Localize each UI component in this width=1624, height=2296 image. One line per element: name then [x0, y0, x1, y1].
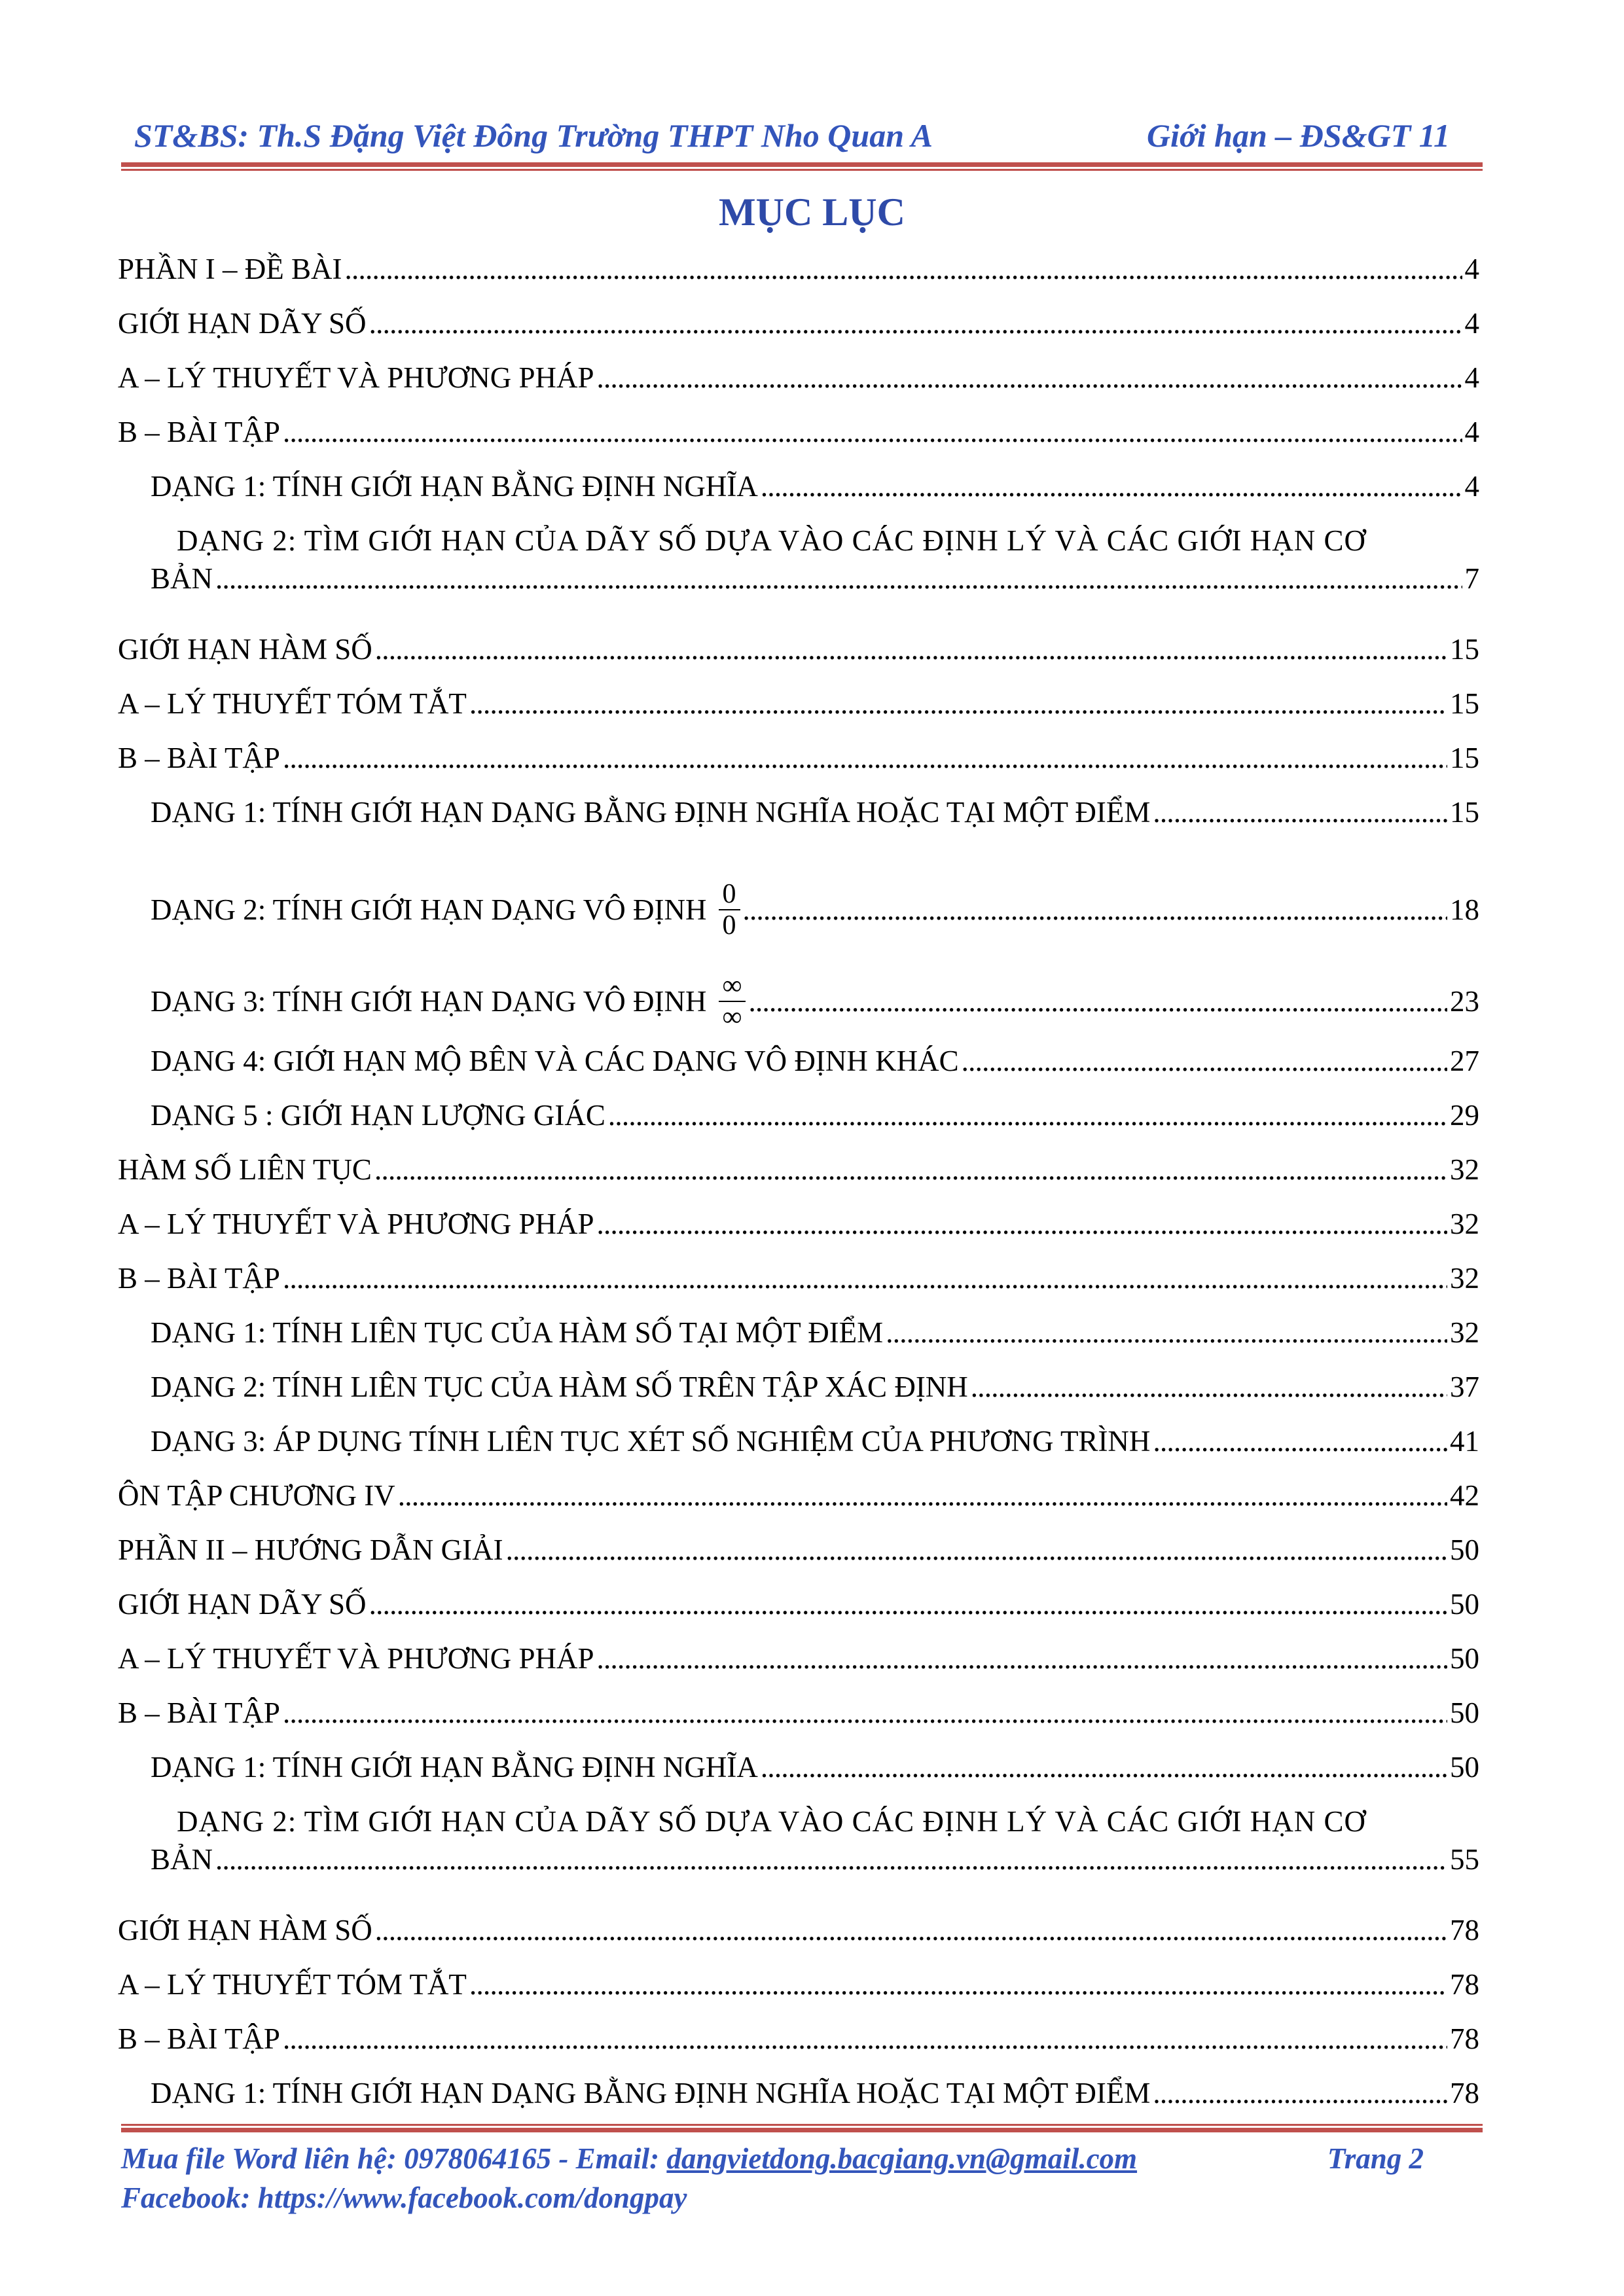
toc-label: DẠNG 1: TÍNH GIỚI HẠN DẠNG BẰNG ĐỊNH NGHĨA HOẶC TẠI MỘT ĐIỂM — [151, 796, 1151, 829]
toc-leader — [283, 2022, 1447, 2056]
toc-page: 78 — [1450, 1968, 1479, 2001]
toc-leader — [215, 1842, 1447, 1876]
toc-label: A – LÝ THUYẾT VÀ PHƯƠNG PHÁP — [118, 1642, 594, 1675]
toc-label: A – LÝ THUYẾT VÀ PHƯƠNG PHÁP — [118, 1208, 594, 1240]
toc-label: GIỚI HẠN DÃY SỐ — [118, 307, 367, 340]
toc-entry[interactable] — [118, 1424, 1479, 1479]
toc-entry[interactable] — [118, 632, 1479, 687]
toc-label: DẠNG 3: TÍNH GIỚI HẠN DẠNG VÔ ĐỊNH — [151, 985, 707, 1018]
footer-rule — [121, 2128, 1483, 2132]
toc-leader — [761, 469, 1462, 503]
toc-label: HÀM SỐ LIÊN TỤC — [118, 1153, 372, 1186]
toc-label: A – LÝ THUYẾT TÓM TẮT — [118, 1968, 467, 2001]
toc-entry-wrapped[interactable] — [118, 1804, 1479, 1913]
toc-page: 18 — [1450, 893, 1479, 926]
toc-leader — [369, 1587, 1447, 1621]
toc-label: B – BÀI TẬP — [118, 1696, 280, 1729]
toc-entry[interactable] — [118, 1153, 1479, 1207]
fraction-numerator: 0 — [719, 879, 740, 910]
toc-page: 7 — [1464, 562, 1479, 595]
toc-label-line1-row — [118, 524, 1479, 562]
toc-label: B – BÀI TẬP — [118, 742, 280, 774]
toc-entry[interactable] — [118, 1696, 1479, 1750]
toc-label-line1-row — [118, 1804, 1479, 1842]
toc-label: DẠNG 2: TÍNH LIÊN TỤC CỦA HÀM SỐ TRÊN TẬP XÁC ĐỊNH — [151, 1371, 968, 1403]
toc-label: GIỚI HẠN HÀM SỐ — [118, 633, 372, 666]
toc-page: 78 — [1450, 2077, 1479, 2109]
toc-entry[interactable] — [118, 741, 1479, 795]
toc-leader — [375, 1913, 1447, 1947]
toc-label-line2: BẢN — [151, 562, 213, 595]
footer-contact-line — [121, 2139, 1483, 2178]
toc-entry[interactable] — [118, 1587, 1479, 1641]
toc-entry[interactable] — [118, 1750, 1479, 1804]
toc-label: A – LÝ THUYẾT VÀ PHƯƠNG PHÁP — [118, 361, 594, 394]
toc-leader — [398, 1479, 1447, 1513]
toc-label: DẠNG 1: TÍNH GIỚI HẠN DẠNG BẰNG ĐỊNH NGHĨA HOẶC TẠI MỘT ĐIỂM — [151, 2077, 1151, 2109]
toc-page: 37 — [1450, 1371, 1479, 1403]
toc-entry[interactable] — [118, 1913, 1479, 1967]
toc-page: 15 — [1450, 633, 1479, 666]
toc-entry[interactable] — [118, 795, 1479, 861]
toc-page: 55 — [1450, 1843, 1479, 1876]
toc-entry[interactable] — [118, 1641, 1479, 1696]
toc-page: 50 — [1450, 1588, 1479, 1621]
toc-entry[interactable] — [118, 687, 1479, 741]
toc-page: 50 — [1450, 1642, 1479, 1675]
toc-page: 41 — [1450, 1425, 1479, 1458]
page-number: Trang 2 — [1327, 2142, 1424, 2175]
fraction-numerator: ∞ — [719, 971, 746, 1002]
toc-entry[interactable] — [118, 1098, 1479, 1153]
toc-page: 4 — [1464, 416, 1479, 448]
header-rule — [121, 162, 1483, 167]
toc-leader — [215, 562, 1462, 596]
toc-leader — [962, 1044, 1447, 1078]
toc-leader — [748, 984, 1447, 1018]
toc-leader — [375, 632, 1447, 666]
toc-label: B – BÀI TẬP — [118, 2022, 280, 2055]
toc-entry[interactable] — [118, 1967, 1479, 2022]
toc-label: B – BÀI TẬP — [118, 416, 280, 448]
toc-page: 4 — [1464, 253, 1479, 285]
toc-page: 4 — [1464, 470, 1479, 503]
toc-label: GIỚI HẠN DÃY SỐ — [118, 1588, 367, 1621]
footer-rule-thin — [121, 2124, 1483, 2126]
toc-entry[interactable] — [118, 252, 1479, 306]
toc-leader — [506, 1533, 1447, 1567]
header-subject: Giới hạn – ĐS&GT 11 — [1146, 117, 1450, 154]
toc-page: 27 — [1450, 1045, 1479, 1077]
toc-leader — [597, 1641, 1448, 1676]
toc-label: ÔN TẬP CHƯƠNG IV — [118, 1479, 395, 1512]
toc-page: 78 — [1450, 1914, 1479, 1946]
toc-entry[interactable] — [118, 1207, 1479, 1261]
toc-label: GIỚI HẠN HÀM SỐ — [118, 1914, 372, 1946]
toc-label: DẠNG 3: ÁP DỤNG TÍNH LIÊN TỤC XÉT SỐ NGHIỆM CỦA PHƯƠNG TRÌNH — [151, 1425, 1151, 1458]
toc-label-line2-row — [118, 562, 1479, 616]
toc-page: 23 — [1450, 985, 1479, 1018]
header-author: ST&BS: Th.S Đặng Việt Đông Trường THPT Nho Quan A — [134, 117, 933, 154]
toc-entry[interactable] — [118, 1533, 1479, 1587]
page-header — [121, 111, 1470, 157]
footer-facebook[interactable]: Facebook: https://www.facebook.com/dongpay — [121, 2181, 687, 2214]
toc-label: A – LÝ THUYẾT TÓM TẮT — [118, 687, 467, 720]
fraction — [719, 971, 746, 1032]
toc-entry[interactable] — [118, 1044, 1479, 1098]
toc-entry[interactable] — [118, 1261, 1479, 1316]
toc-page: 15 — [1450, 687, 1479, 720]
toc-page: 32 — [1450, 1316, 1479, 1349]
toc-leader — [374, 1153, 1447, 1187]
toc-leader — [971, 1370, 1447, 1404]
toc-entry[interactable] — [118, 861, 1479, 959]
toc-leader — [1153, 2076, 1447, 2110]
toc-entry[interactable] — [118, 469, 1479, 524]
toc-page: 50 — [1450, 1534, 1479, 1566]
toc-page: 15 — [1450, 796, 1479, 829]
toc-leader — [1153, 1424, 1447, 1458]
toc-label: B – BÀI TẬP — [118, 1262, 280, 1295]
toc-entry[interactable] — [118, 306, 1479, 361]
toc-page: 50 — [1450, 1751, 1479, 1784]
toc-leader — [469, 687, 1447, 721]
toc-leader — [597, 361, 1462, 395]
table-of-contents — [118, 252, 1479, 2130]
toc-leader — [886, 1316, 1447, 1350]
toc-leader — [761, 1750, 1447, 1784]
toc-entry[interactable] — [118, 2076, 1479, 2130]
toc-page: 42 — [1450, 1479, 1479, 1512]
toc-entry[interactable] — [118, 959, 1479, 1044]
fraction — [719, 879, 740, 941]
toc-entry[interactable] — [118, 1370, 1479, 1424]
toc-leader — [345, 252, 1462, 286]
toc-label-line1: DẠNG 2: TÌM GIỚI HẠN CỦA DÃY SỐ DỰA VÀO CÁC ĐỊNH LÝ VÀ CÁC GIỚI HẠN CƠ — [177, 524, 1367, 557]
toc-page: 32 — [1450, 1153, 1479, 1186]
toc-page: 29 — [1450, 1099, 1479, 1132]
toc-label: DẠNG 1: TÍNH GIỚI HẠN BẰNG ĐỊNH NGHĨA — [151, 470, 758, 503]
toc-label: PHẦN I – ĐỀ BÀI — [118, 253, 342, 285]
toc-page: 15 — [1450, 742, 1479, 774]
toc-page: 32 — [1450, 1208, 1479, 1240]
toc-label: DẠNG 4: GIỚI HẠN MỘ BÊN VÀ CÁC DẠNG VÔ ĐỊNH KHÁC — [151, 1045, 959, 1077]
toc-page: 4 — [1464, 307, 1479, 340]
toc-label-line1: DẠNG 2: TÌM GIỚI HẠN CỦA DÃY SỐ DỰA VÀO CÁC ĐỊNH LÝ VÀ CÁC GIỚI HẠN CƠ — [177, 1805, 1367, 1838]
footer-email-link[interactable]: dangvietdong.bacgiang.vn@gmail.com — [666, 2142, 1138, 2175]
toc-leader — [369, 306, 1462, 340]
toc-leader — [608, 1098, 1447, 1132]
toc-page: 32 — [1450, 1262, 1479, 1295]
toc-label-line2: BẢN — [151, 1843, 213, 1876]
toc-entry[interactable] — [118, 1316, 1479, 1370]
toc-leader — [469, 1967, 1447, 2001]
toc-entry[interactable] — [118, 361, 1479, 415]
fraction-denominator: 0 — [722, 910, 736, 941]
page-title: MỤC LỤC — [719, 190, 905, 234]
toc-label-line2-row — [118, 1842, 1479, 1897]
toc-page: 78 — [1450, 2022, 1479, 2055]
toc-page: 50 — [1450, 1696, 1479, 1729]
toc-leader — [1153, 795, 1447, 829]
toc-page: 4 — [1464, 361, 1479, 394]
toc-leader — [597, 1207, 1448, 1241]
page-footer — [121, 2139, 1483, 2217]
fraction-denominator: ∞ — [722, 1002, 742, 1032]
toc-entry-wrapped[interactable] — [118, 524, 1479, 632]
toc-entry[interactable] — [118, 2022, 1479, 2076]
toc-leader — [283, 741, 1447, 775]
toc-label: PHẦN II – HƯỚNG DẪN GIẢI — [118, 1534, 503, 1566]
toc-label: DẠNG 2: TÍNH GIỚI HẠN DẠNG VÔ ĐỊNH — [151, 893, 707, 926]
toc-label: DẠNG 1: TÍNH LIÊN TỤC CỦA HÀM SỐ TẠI MỘT ĐIỂM — [151, 1316, 884, 1349]
toc-leader — [283, 1261, 1447, 1295]
header-rule-thin — [121, 169, 1483, 171]
toc-entry[interactable] — [118, 415, 1479, 469]
toc-leader — [283, 1696, 1447, 1730]
toc-leader — [743, 893, 1447, 927]
toc-leader — [283, 415, 1462, 449]
footer-contact: Mua file Word liên hệ: 0978064165 - Email: — [121, 2142, 667, 2175]
toc-label: DẠNG 5 : GIỚI HẠN LƯỢNG GIÁC — [151, 1099, 605, 1132]
toc-entry[interactable] — [118, 1479, 1479, 1533]
toc-label: DẠNG 1: TÍNH GIỚI HẠN BẰNG ĐỊNH NGHĨA — [151, 1751, 758, 1784]
